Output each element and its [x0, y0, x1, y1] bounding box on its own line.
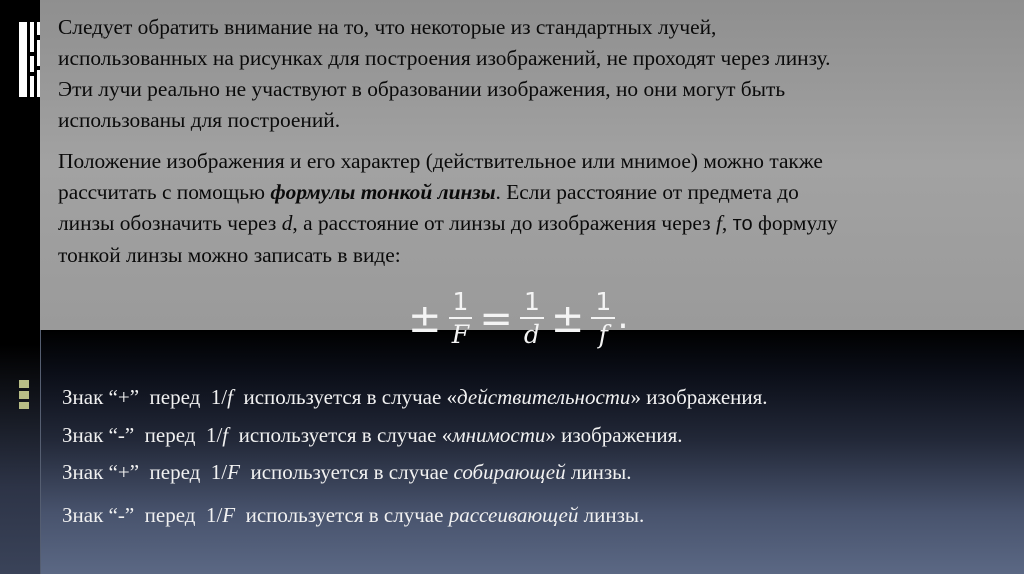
- rule-variable: F: [222, 503, 236, 527]
- fraction-numerator: 1: [520, 287, 544, 319]
- rule-suffix: » изображения.: [630, 385, 768, 409]
- rule-emphasis: рассеивающей: [448, 503, 579, 527]
- rule-emphasis: собирающей: [453, 460, 566, 484]
- formula-sign-right: ±: [550, 296, 585, 342]
- rule-middle: используется в случае «: [228, 423, 453, 447]
- fraction-denominator: d: [523, 320, 540, 349]
- paragraph-lens-line-2a: рассчитать с помощью: [58, 180, 271, 204]
- rule-emphasis: действительности: [457, 385, 631, 409]
- fraction-denominator: F: [451, 320, 470, 349]
- paragraph-lens-line-4: тонкой линзы можно записать в виде:: [58, 243, 401, 267]
- fraction-one-over-d: [520, 287, 544, 351]
- formula-sign-left: ±: [408, 296, 442, 342]
- rule-suffix: » изображения.: [545, 423, 683, 447]
- rule-variable: f: [227, 385, 233, 409]
- paragraph-lens-line-3a: линзы обозначить через: [58, 211, 282, 235]
- paragraph-lens-line-3b: , а расстояние от линзы до изображения через: [292, 211, 716, 235]
- paragraph-rays-line-4: использованы для построений.: [58, 108, 341, 132]
- paragraph-lens-line-1: Положение изображения и его характер (действительное или мнимое) можно также: [58, 149, 823, 173]
- sign-rule: [62, 423, 683, 448]
- sign-rule: [62, 460, 632, 485]
- rule-prefix: Знак “+” перед 1/: [62, 460, 228, 484]
- thin-lens-formula-term: формулы тонкой линзы: [270, 180, 496, 204]
- rule-variable: F: [227, 460, 240, 484]
- fraction-numerator: 1: [449, 287, 473, 319]
- paragraph-thin-lens: [58, 146, 838, 271]
- rule-suffix: линзы.: [578, 503, 645, 527]
- paragraph-lens-line-3d: формулу: [752, 211, 838, 235]
- paragraph-lens-line-2b: . Если расстояние от предмета до: [495, 180, 799, 204]
- thin-lens-formula: [403, 283, 629, 355]
- formula-equals: =: [479, 296, 513, 342]
- sign-rule: [62, 503, 644, 528]
- paragraph-rays-line-1: Следует обратить внимание на то, что некоторые из стандартных лучей,: [58, 15, 717, 39]
- sign-rule: [62, 385, 768, 410]
- rule-middle: используется в случае «: [232, 385, 458, 409]
- rule-suffix: линзы.: [565, 460, 632, 484]
- paragraph-rays-line-3: Эти лучи реально не участвуют в образовании изображения, но они могут быть: [58, 77, 786, 101]
- fraction-one-over-F: [449, 287, 473, 351]
- fraction-numerator: 1: [591, 287, 615, 319]
- rule-middle: используется в случае: [235, 503, 449, 527]
- fraction-denominator: f: [598, 320, 608, 349]
- rule-prefix: Знак “-” перед 1/: [62, 503, 223, 527]
- formula-period: .: [617, 296, 629, 337]
- rule-variable: f: [222, 423, 229, 447]
- rule-prefix: Знак “-” перед 1/: [62, 423, 223, 447]
- paragraph-rays-line-2: использованных на рисунках для построения изображений, не проходят через линзу.: [58, 46, 831, 70]
- word-to: то: [732, 213, 753, 235]
- variable-d: d: [281, 211, 293, 235]
- paragraph-lens-line-3c: ,: [721, 211, 733, 235]
- paragraph-rays: [58, 12, 831, 136]
- rule-emphasis: мнимости: [452, 423, 546, 447]
- fraction-one-over-f: [591, 287, 615, 351]
- rule-middle: используется в случае: [239, 460, 454, 484]
- slide-background-gradient: [0, 330, 1024, 574]
- text-box: [40, 0, 1024, 330]
- variable-f: f: [715, 211, 722, 235]
- rule-prefix: Знак “+” перед 1/: [62, 385, 228, 409]
